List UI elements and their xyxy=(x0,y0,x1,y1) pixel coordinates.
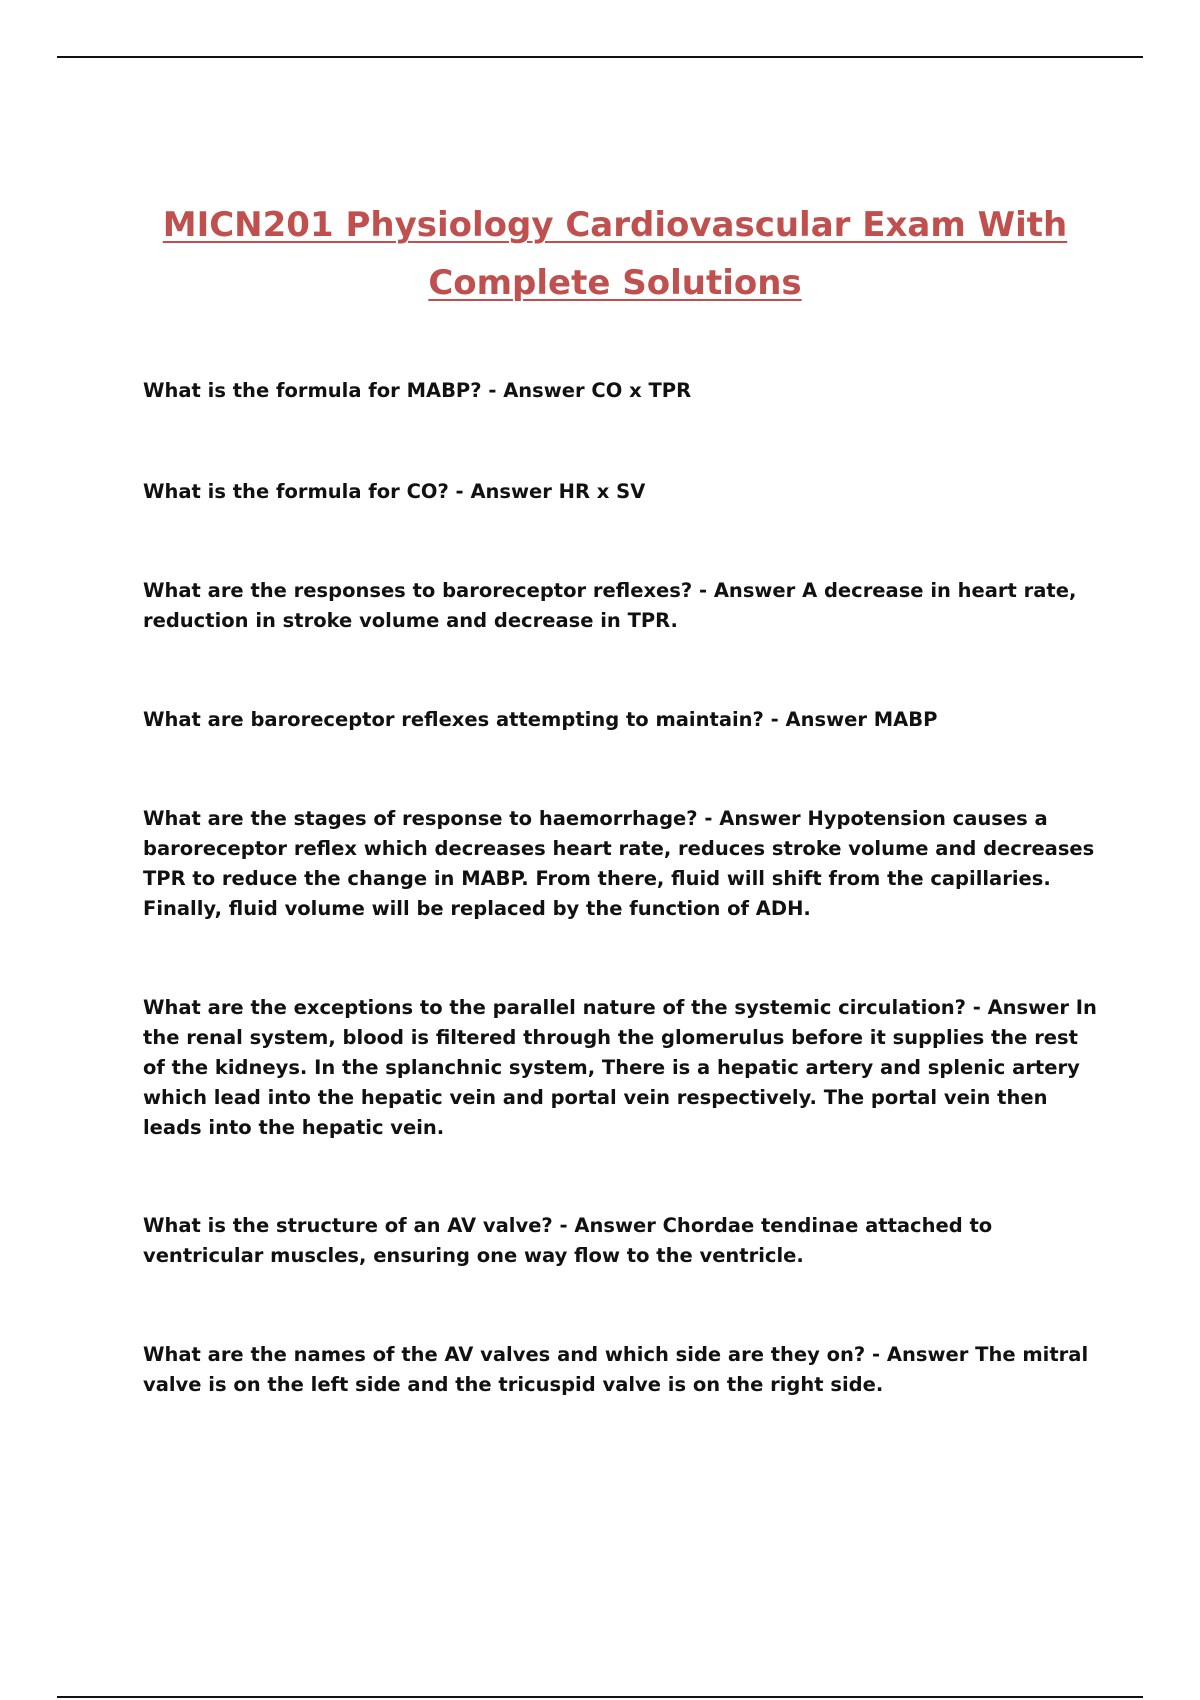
title-line-1: MICN201 Physiology Cardiovascular Exam With xyxy=(162,205,1068,245)
bottom-rule xyxy=(57,1696,1143,1698)
top-rule xyxy=(57,56,1143,58)
qa-item-7: What is the structure of an AV valve? - Answer Chordae tendinae attached to ventricular muscles, ensuring one way flow to the ventricle. xyxy=(143,1214,993,1267)
qa-item-3: What are the responses to baroreceptor reflexes? - Answer A decrease in heart rate, reduction in stroke volume and decrease in TPR. xyxy=(143,579,1077,632)
qa-item-6: What are the exceptions to the parallel nature of the systemic circulation? - Answer In the renal system, blood is filtered through the glomerulus before it supplies the rest of the kidneys. In the splanchnic system, There is a hepatic artery and splenic artery which lead into the hepatic vein and portal vein respectively. The portal vein then leads into the hepatic vein. xyxy=(143,996,1097,1139)
qa-item-2: What is the formula for CO? - Answer HR x SV xyxy=(143,480,646,503)
qa-item-4: What are baroreceptor reflexes attempting to maintain? - Answer MABP xyxy=(143,708,938,731)
qa-item-5: What are the stages of response to haemorrhage? - Answer Hypotension causes a baroreceptor reflex which decreases heart rate, reduces stroke volume and decreases TPR to reduce the change in MABP. From there, fluid will shift from the capillaries. Finally, fluid volume will be replaced by the function of ADH. xyxy=(143,807,1095,920)
title-line-2: Complete Solutions xyxy=(428,263,802,303)
qa-item-1: What is the formula for MABP? - Answer CO x TPR xyxy=(143,379,692,402)
qa-item-8: What are the names of the AV valves and which side are they on? - Answer The mitral valve is on the left side and the tricuspid valve is on the right side. xyxy=(143,1343,1089,1396)
document-title xyxy=(100,196,1130,312)
